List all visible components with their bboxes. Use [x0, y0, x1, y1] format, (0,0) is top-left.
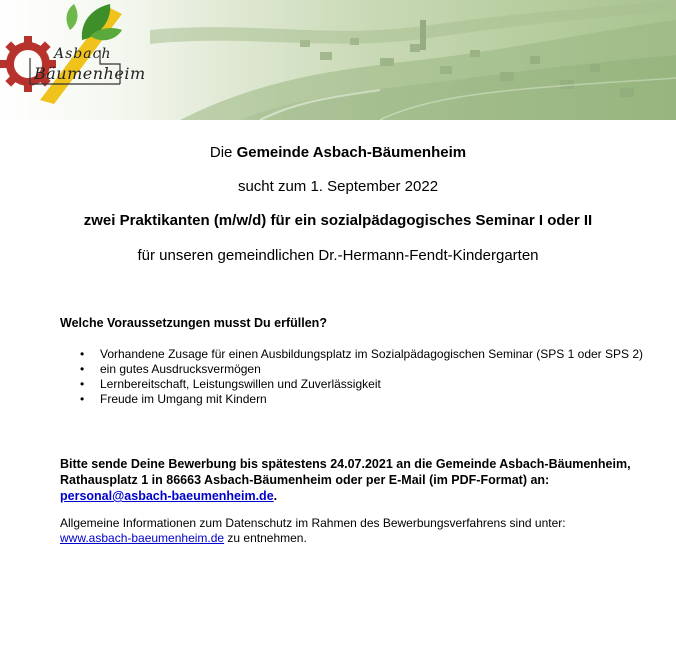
list-item — [80, 377, 660, 392]
privacy-info — [60, 516, 640, 546]
privacy-suffix: zu entnehmen. — [224, 531, 307, 545]
requirements-list — [60, 347, 660, 407]
header-banner — [0, 0, 676, 120]
requirement-text: ein gutes Ausdrucksvermögen — [100, 362, 261, 376]
privacy-text: Allgemeine Informationen zum Datenschutz im Rahmen des Bewerbungsverfahrens sind unter: — [60, 516, 566, 530]
list-item — [80, 392, 660, 407]
application-instructions — [60, 456, 635, 504]
requirement-text: Freude im Umgang mit Kindern — [100, 392, 267, 406]
bullet-icon: • — [80, 377, 85, 391]
intro-line — [0, 144, 676, 161]
email-link[interactable]: personal@asbach-baeumenheim.de — [60, 489, 274, 503]
municipality-logo — [0, 0, 160, 112]
requirement-text: Vorhandene Zusage für einen Ausbildungsplatz im Sozialpädagogischen Seminar (SPS 1 oder SPS 2) — [100, 347, 644, 361]
bullet-icon: • — [80, 347, 85, 361]
application-suffix: . — [273, 489, 278, 503]
search-date-line: sucht zum 1. September 2022 — [237, 178, 439, 195]
bullet-icon: • — [80, 362, 85, 376]
requirements-heading: Welche Voraussetzungen musst Du erfüllen? — [60, 316, 327, 330]
kindergarten-line: für unseren gemeindlichen Dr.-Hermann-Fendt-Kindergarten — [137, 247, 539, 264]
position-title: zwei Praktikanten (m/w/d) für ein sozialpädagogisches Seminar I oder II — [83, 212, 593, 229]
application-text: Bitte sende Deine Bewerbung bis spätestens 24.07.2021 an die Gemeinde Asbach-Bäumenheim, Rathausplatz 1 in 86663 Asbach-Bäumenheim oder per E-Mail (im PDF-Format) an: — [60, 457, 631, 487]
website-link[interactable]: www.asbach-baeumenheim.de — [60, 531, 225, 545]
logo-text-asbach: Asbach — [54, 46, 112, 62]
bullet-icon: • — [80, 392, 85, 406]
logo-text-baeumenheim: Bäumenheim — [34, 64, 146, 83]
intro-prefix: Die — [209, 144, 237, 161]
requirement-text: Lernbereitschaft, Leistungswillen und Zuverlässigkeit — [100, 377, 381, 391]
list-item — [80, 347, 660, 362]
municipality-name: Gemeinde Asbach-Bäumenheim — [236, 144, 467, 161]
list-item — [80, 362, 660, 377]
